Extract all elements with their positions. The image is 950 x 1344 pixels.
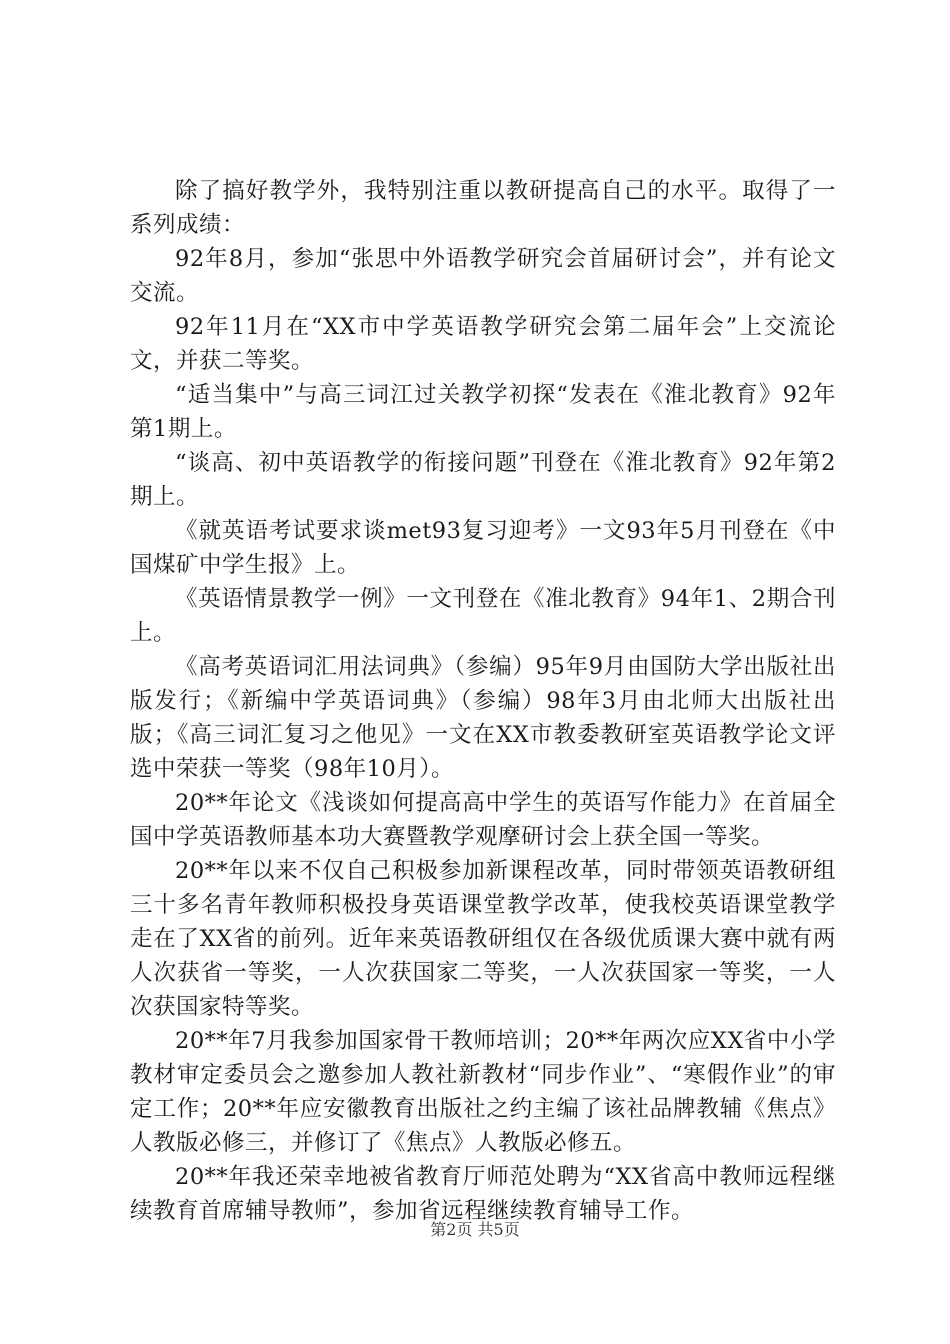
paragraph: 《英语情景教学一例》一文刊登在《准北教育》94年1、2期合刊上。 [130,586,836,646]
paragraph: 《就英语考试要求谈met93复习迎考》一文93年5月刊登在《中国煤矿中学生报》上。 [130,518,836,578]
paragraph: “适当集中”与高三词江过关教学初探“发表在《淮北教育》92年第1期上。 [130,382,836,442]
paragraph: 92年8月，参加“张思中外语教学研究会首届研讨会”，并有论文交流。 [130,246,836,306]
paragraph: 92年11月在“XX市中学英语教学研究会第二届年会”上交流论文，并获二等奖。 [130,314,836,374]
document-body [130,174,836,1228]
paragraph: 《高考英语词汇用法词典》（参编）95年9月由国防大学出版社出版发行；《新编中学英语词典》（参编）98年3月由北师大出版社出版；《高三词汇复习之他见》一文在XX市教委教研室英语教学论文评选中荣获一等奖（98年10月）。 [130,654,836,782]
paragraph: 20**年我还荣幸地被省教育厅师范处聘为“XX省高中教师远程继续教育首席辅导教师”，参加省远程继续教育辅导工作。 [130,1164,836,1224]
paragraph: “谈高、初中英语教学的衔接问题”刊登在《淮北教育》92年第2期上。 [130,450,836,510]
paragraph: 20**年论文《浅谈如何提高高中学生的英语写作能力》在首届全国中学英语教师基本功大赛暨教学观摩研讨会上获全国一等奖。 [130,790,836,850]
paragraph: 20**年7月我参加国家骨干教师培训；20**年两次应XX省中小学教材审定委员会之邀参加人教社新教材“同步作业”、“寒假作业”的审定工作；20**年应安徽教育出版社之约主编了该社品牌教辅《焦点》人教版必修三，并修订了《焦点》人教版必修五。 [130,1028,836,1156]
paragraph: 除了搞好教学外，我特别注重以教研提高自己的水平。取得了一系列成绩： [130,178,836,238]
page-number-footer: 第2页 共5页 [430,1220,520,1239]
paragraph: 20**年以来不仅自己积极参加新课程改革，同时带领英语教研组三十多名青年教师积极投身英语课堂教学改革，使我校英语课堂教学走在了XX省的前列。近年来英语教研组仅在各级优质课大赛中就有两人次获省一等奖，一人次获国家二等奖，一人次获国家一等奖，一人次获国家特等奖。 [130,858,836,1020]
